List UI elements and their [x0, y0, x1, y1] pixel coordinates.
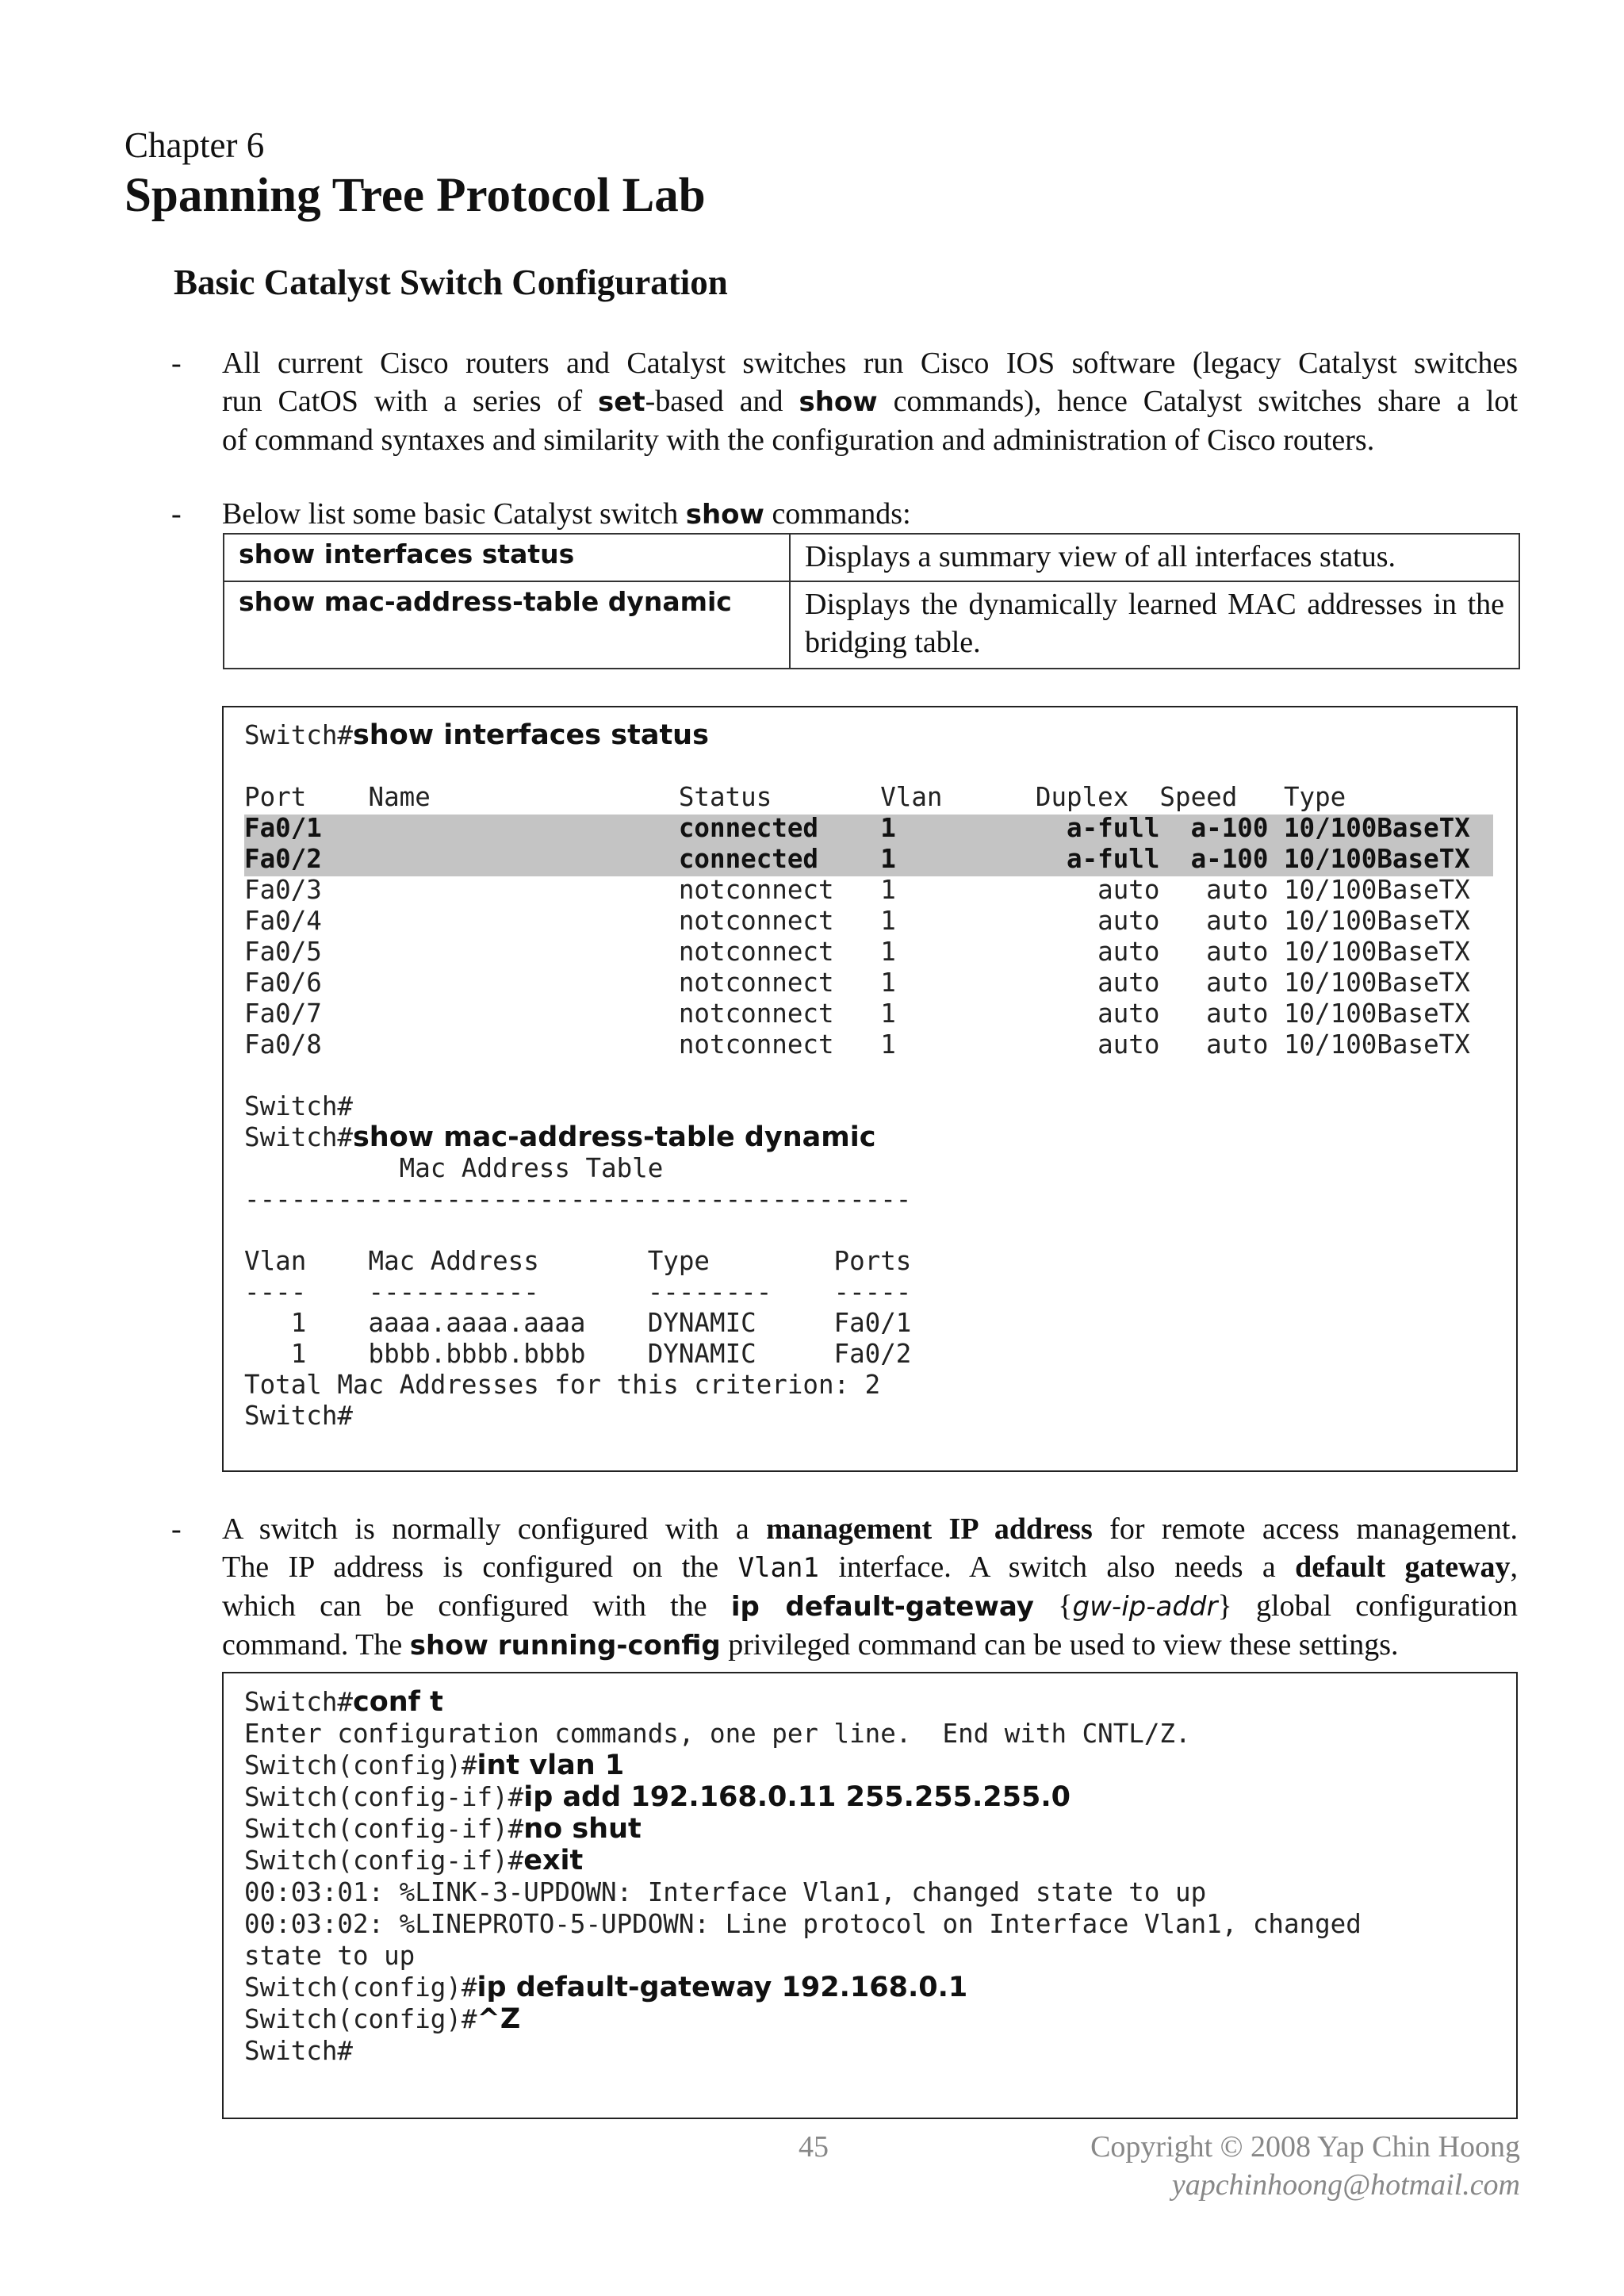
- author-email: yapchinhoong@hotmail.com: [1171, 2168, 1520, 2202]
- chapter-label: Chapter 6: [124, 125, 265, 165]
- cli-output-box-2: [222, 1672, 1518, 2119]
- show-commands-table: [223, 533, 1520, 669]
- description-cell: Displays the dynamically learned MAC addresses in the bridging table.: [790, 581, 1519, 669]
- command-cell: show interfaces status: [224, 534, 790, 581]
- bullet-marker: -: [171, 497, 182, 531]
- cli-output-box-1: [222, 706, 1518, 1472]
- bullet1-line2: run CatOS with a series of set-based and show commands), hence Catalyst switches share a lot: [222, 385, 1518, 418]
- page-title: Spanning Tree Protocol Lab: [124, 169, 706, 222]
- bullet3-line4: command. The show running-config privileged command can be used to view these settings.: [222, 1628, 1399, 1662]
- bullet3-line3: which can be configured with the ip default-gateway {gw-ip-addr} global configuration: [222, 1589, 1519, 1623]
- table-row: [224, 534, 1519, 581]
- bullet3-line2: The IP address is configured on the Vlan1 interface. A switch also needs a default gateway,: [222, 1550, 1518, 1584]
- bullet3-line1: A switch is normally configured with a management IP address for remote access management.: [222, 1512, 1518, 1546]
- command-cell: show mac-address-table dynamic: [224, 581, 790, 669]
- cli-output-2: Switch#conf t Enter configuration commands, one per line. End with CNTL/Z. Switch(config)#int vlan 1 Switch(config-if)#ip add 192.168.0.11 255.255.255.0 Switch(config-if)#no shut Switch(config-if)#exit 00:03:01: %LINK-3-UPDOWN: Interface Vlan1, changed state to up 00:03:02: %LINEPROTO-5-UPDOWN: Line protocol on Interface Vlan1, changed state to up Switch(config)#ip default-gateway 192.168.0.1 Switch(config)#^Z Switch#: [244, 1686, 1362, 2066]
- bullet-marker: -: [171, 1512, 182, 1546]
- bullet-marker: -: [171, 347, 182, 380]
- page-number: 45: [799, 2130, 829, 2164]
- cli-output-1: Switch#show interfaces status Port Name Status Vlan Duplex Speed Type Fa0/1 connected 1 a-full a-100 10/100BaseTX Fa0/2 connected 1 a-full a-100 10/100BaseTX Fa0/3 notconnect 1 auto auto 10/100BaseTX Fa0/4 notconnect 1 auto auto 10/100BaseTX Fa0/5 notconnect 1 auto auto 10/100BaseTX Fa0/6 notconnect 1 auto auto 10/100BaseTX Fa0/7 notconnect 1 auto auto 10/100BaseTX Fa0/8 notconnect 1 auto auto 10/100BaseTX Switch# Switch#show mac-address-table dynamic Mac Address Table ------------------------------------------- Vlan Mac Address Type Ports ---- ----------- -------- ----- 1 aaaa.aaaa.aaaa DYNAMIC Fa0/1 1 bbbb.bbbb.bbbb DYNAMIC Fa0/2 Total Mac Addresses for this criterion: 2 Switch#: [244, 719, 1470, 1431]
- table-row: [224, 581, 1519, 669]
- description-cell: Displays a summary view of all interfaces status.: [790, 534, 1519, 581]
- bullet1-line3: of command syntaxes and similarity with the configuration and administration of Cisco routers.: [222, 424, 1375, 457]
- bullet1-line1: All current Cisco routers and Catalyst switches run Cisco IOS software (legacy Catalyst switches: [222, 347, 1518, 380]
- copyright-notice: Copyright © 2008 Yap Chin Hoong: [1090, 2130, 1520, 2164]
- section-title: Basic Catalyst Switch Configuration: [174, 263, 728, 302]
